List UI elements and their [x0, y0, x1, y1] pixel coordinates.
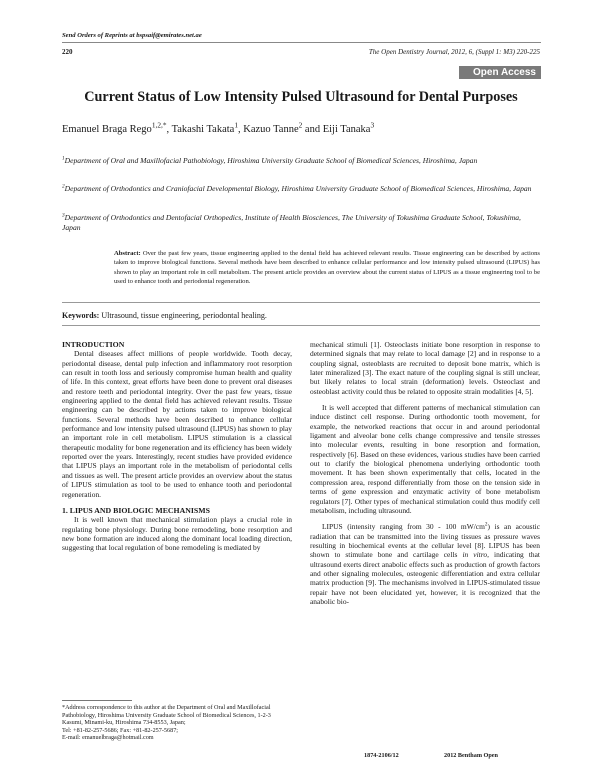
superscript: 2 [484, 521, 488, 528]
keywords-text: Ultrasound, tissue engineering, periodontal healing. [101, 311, 267, 320]
keywords [62, 311, 267, 320]
author-affiliation-mark: 2 [298, 120, 303, 130]
affiliation [62, 156, 540, 166]
abstract-label: Abstract: [114, 250, 141, 257]
affiliation-text: Department of Orthodontics and Dentofacial Orthopedics, Institute of Health Biosciences, The University of Tokushima Graduate School, Tokushima, Japan [62, 213, 521, 232]
body-paragraph [310, 522, 540, 606]
footnote-phone: Tel: +81-82-257-5686; Fax: +81-82-257-5687; [62, 726, 179, 734]
author-affiliation-mark: 1,2,* [151, 120, 167, 130]
section-heading-introduction: INTRODUCTION [62, 340, 125, 349]
keywords-bottom-rule [62, 325, 540, 326]
author-name: Emanuel Braga Rego [62, 124, 152, 135]
body-paragraph: mechanical stimuli [1]. Osteoclasts initiate bone resorption in response to determined signals that may relate to local damage [2] and in response to a coupling signal, osteoblasts are recruited to deposit bone matrix, which is later mineralized [3]. The exact nature of the coupling signal is still unclear, but likely relates to local strain (deformation) levels. Osteoclast and osteoblast activity could thus be related to opposite strain modalities [4, 5]. [310, 340, 540, 396]
reprints-notice: Send Orders of Reprints at bspsaif@emirates.net.ae [62, 32, 202, 39]
author-list: Emanuel Braga Rego$^{1,2,*}$, Takashi Takata$^1$, Kazuo Tanne$^2$ and Eiji Tanaka$^3$ [62, 120, 375, 135]
right-column [310, 340, 540, 606]
paragraph-text: ) is an acoustic radiation that can be transmitted into the living tissues as pressure waves resulting in biochemical events at the cellular level [8]. LIPUS has been shown to stimulate bone and cartilage cells [310, 522, 541, 560]
correspondence-footnote [62, 704, 292, 742]
article-title: Current Status of Low Intensity Pulsed Ultrasound for Dental Purposes [84, 89, 518, 105]
footnote-email: E-mail: emanuelbraga@hotmail.com [62, 734, 154, 742]
journal-citation: The Open Dentistry Journal, 2012, 6, (Suppl 1: M3) 220-225 [368, 48, 540, 56]
copyright: 2012 Bentham Open [444, 752, 498, 759]
keywords-top-rule [62, 302, 540, 303]
body-paragraph: It is well accepted that different patterns of mechanical stimulation can induce distinct cell response. During orthodontic tooth movement, for example, the networked reactions that occur in and around periodontal ligament and alveolar bone cells change compressive and tensile stresses into molecular events, resulting in bone resorption and formation, respectively [6]. Based on these evidences, various studies have been carried out to clarify the biological phenomena underlying orthodontic tooth movement. It has been shown experimentally that cells, located in the compression area, respond differentially from those on the tension side in terms of gene expression and enzymatic activity of bone metabolism regulators [7]. Other types of mechanical stimulation could thus modify cell metabolism, including ultrasound. [310, 403, 540, 515]
affiliation [62, 213, 540, 233]
page-number: 220 [62, 48, 73, 56]
affiliation-number: 3 [62, 212, 65, 219]
section-heading-lipus: 1. LIPUS AND BIOLOGIC MECHANISMS [62, 505, 210, 515]
affiliation-text: Department of Oral and Maxillofacial Pathobiology, Hiroshima University Graduate School of Biomedical Sciences, Hiroshima, Japan [64, 156, 478, 165]
body-paragraph: It is well known that mechanical stimulation plays a crucial role in regulating bone physiology. During bone remodeling, bone resorption and new bone formation are induced along the dominant local loading direction, suggesting that local regulation of bone remodeling is mediated by [62, 515, 292, 553]
paragraph-text: , indicating that ultrasound exerts direct anabolic effects such as production of growth factors and other signaling molecules, osteogenic differentiation and extra cellular matrix production [9]. The mechanisms involved in LIPUS-stimulated tissue repair have not been elucidated yet, however, it is recognized that the anabolic bio- [310, 550, 540, 606]
abstract [114, 249, 540, 287]
footnote-rule [62, 700, 132, 701]
abstract-text: Over the past few years, tissue engineering applied to the dental field has achieved relevant results. Tissue engineering can be described by actions taken to improve biological functions. Several methods have been described to enhance cellular performance and low intensity pulsed ultrasound (LIPUS) has shown to play an important role in cell metabolism. The present article provides an overview about the current status of LIPUS as a tissue engineering tool to be used to enhance tooth and periodontal regeneration. [114, 250, 540, 286]
affiliation-number: 1 [62, 155, 65, 162]
author-affiliation-mark: 1 [234, 120, 239, 130]
author-name: Eiji Tanaka [322, 124, 371, 135]
footnote-address: *Address correspondence to this author at the Department of Oral and Maxillofacial Pathobiology, Hiroshima University Graduate School of Biomedical Sciences, 1-2-3 Kasumi, Minami-ku, Hiroshima 734-8553, Japan; [62, 704, 271, 727]
paragraph-text: LIPUS (intensity ranging from 30 - 100 mW/cm [322, 522, 485, 532]
issn: 1874-2106/12 [364, 752, 399, 759]
author-name: Takashi Takata [171, 124, 235, 135]
keywords-label: Keywords: [62, 311, 100, 320]
body-paragraph: Dental diseases affect millions of people worldwide. Tooth decay, periodontal disease, dental pulp infection and inflammatory root resorption can result in tooth loss and seriously compromise human health and quality of life. In this context, great efforts have been done to prevent oral diseases and restore teeth and periodontal integrity. Over the past few years, tissue engineering applied to the dental field has achieved relevant results. Tissue engineering can be described by actions taken to improve biological functions. Several methods have been described to enhance cellular performance and low intensity pulsed ultrasound (LIPUS) has shown to play an important role in cell metabolism. LIPUS stimulation is a classical therapeutic modality for bone regeneration and its efficiency has been widely reported over the years. Interestingly, recent studies have provided evidence that LIPUS plays an important role in the metabolism of periodontal cells and tissues as well. The present article provides an overview about the status of LIPUS stimulation as tool to be used to enhance tooth and periodontal regeneration. [62, 349, 292, 499]
author-affiliation-mark: 3 [370, 120, 375, 130]
affiliation-text: Department of Orthodontics and Craniofacial Developmental Biology, Hiroshima University Graduate School of Biomedical Sciences, Hiroshima, Japan [64, 184, 532, 193]
affiliation-number: 2 [62, 183, 65, 190]
open-access-badge: Open Access [459, 66, 541, 79]
header-rule [62, 42, 541, 43]
left-column [62, 340, 292, 553]
author-name: Kazuo Tanne [243, 124, 299, 135]
italic-term: in vitro [462, 550, 488, 560]
affiliation [62, 184, 540, 194]
